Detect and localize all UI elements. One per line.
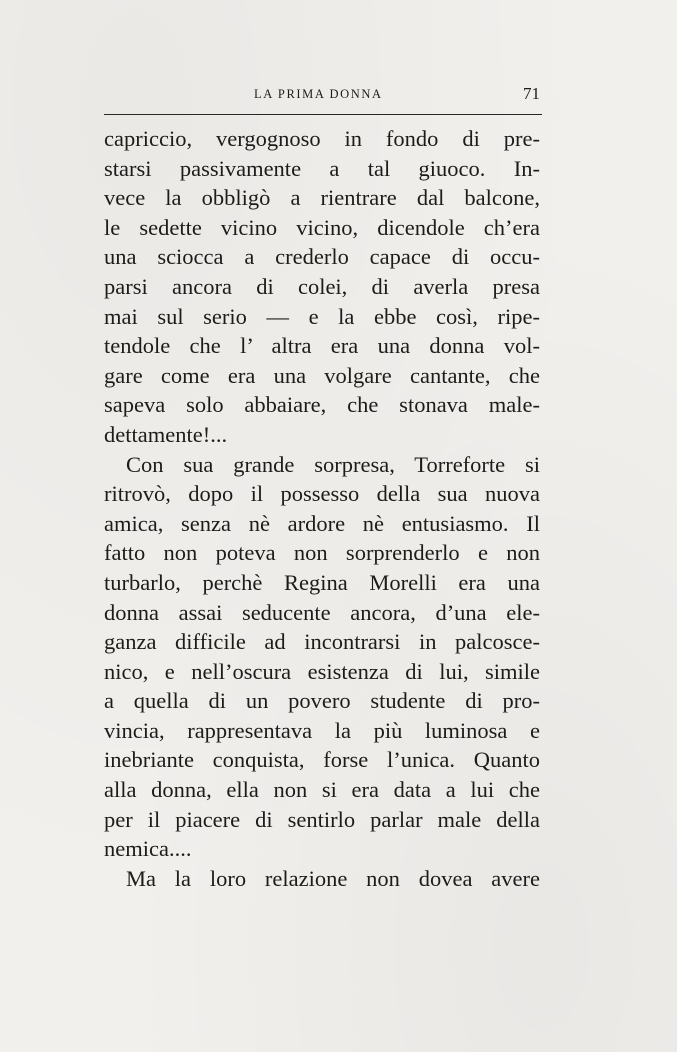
header-rule [104, 114, 542, 115]
running-head [104, 84, 542, 108]
text-line: alla donna, ella non si era data a lui che [104, 777, 540, 803]
text-line: fatto non poteva non sorprenderlo e non [104, 540, 540, 566]
running-title: LA PRIMA DONNA [254, 87, 383, 101]
body-text [104, 124, 540, 893]
text-line: turbarlo, perchè Regina Morelli era una [104, 569, 540, 595]
text-line: parsi ancora di colei, di averla presa [104, 273, 540, 299]
text-line: mai sul serio — e la ebbe così, ripe- [104, 303, 540, 329]
text-line: sapeva solo abbaiare, che stonava male- [104, 392, 540, 418]
text-line: ganza difficile ad incontrarsi in palcosce- [104, 629, 540, 655]
text-line: ritrovò, dopo il possesso della sua nuova [104, 481, 540, 507]
paragraph-end-line: nemica.... [104, 836, 192, 862]
text-line: nico, e nell’oscura esistenza di lui, simile [104, 658, 540, 684]
text-line: amica, senza nè ardore nè entusiasmo. Il [104, 510, 540, 536]
text-line: per il piacere di sentirlo parlar male della [104, 806, 540, 832]
text-line: vece la obbligò a rientrare dal balcone, [104, 185, 540, 211]
text-line: le sedette vicino vicino, dicendole ch’era [104, 214, 540, 240]
text-line: una sciocca a crederlo capace di occu- [104, 244, 540, 270]
text-line: capriccio, vergognoso in fondo di pre- [104, 126, 540, 151]
paragraph-end-line: dettamente!... [104, 421, 228, 447]
text-line: inebriante conquista, forse l’unica. Quanto [104, 747, 540, 773]
paragraph-start-line: Ma la loro relazione non dovea avere [126, 865, 540, 891]
text-line: starsi passivamente a tal giuoco. In- [104, 155, 540, 181]
text-line: tendole che l’ altra era una donna vol- [104, 333, 540, 359]
text-line: a quella di un povero studente di pro- [104, 688, 540, 714]
paragraph-start-line: Con sua grande sorpresa, Torreforte si [126, 451, 540, 477]
text-line: donna assai seducente ancora, d’una ele- [104, 599, 540, 625]
text-line: vincia, rappresentava la più luminosa e [104, 717, 540, 743]
text-line: gare come era una volgare cantante, che [104, 362, 540, 388]
page-number: 71 [523, 84, 540, 103]
